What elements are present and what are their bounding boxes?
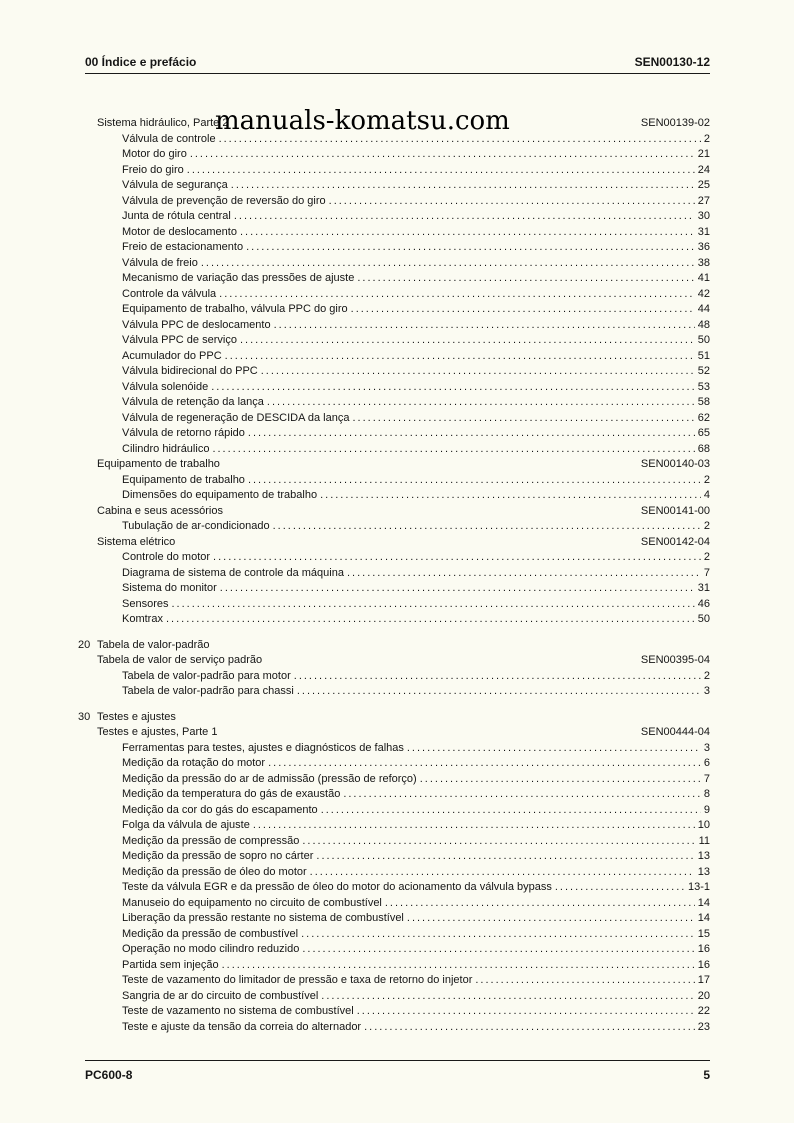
entry-label: Diagrama de sistema de controle da máquina [122, 566, 344, 579]
entry-label: Medição da cor do gás do escapamento [122, 803, 318, 816]
entry-page-number: 50 [697, 613, 710, 625]
chapter-number: 20 [78, 638, 91, 651]
entry-page-number: 65 [697, 427, 710, 439]
dot-leader [475, 973, 694, 989]
toc-entry [122, 225, 710, 241]
entry-label: Dimensões do equipamento de trabalho [122, 489, 318, 501]
dot-leader [187, 163, 695, 179]
toc-entry [122, 880, 710, 896]
entry-label: Controle do motor [122, 551, 211, 563]
toc-entry [122, 612, 710, 628]
entry-label: Válvula de segurança [122, 179, 228, 191]
toc-entry [122, 271, 710, 287]
entry-page-number: 17 [697, 974, 710, 986]
toc-chapter [78, 710, 710, 726]
toc-entry [122, 818, 710, 834]
entry-label: Folga da válvula de ajuste [122, 819, 250, 831]
entry-label: Junta de rótula central [122, 210, 231, 222]
toc-entry [122, 684, 710, 700]
section-code: SEN00444-04 [640, 726, 710, 738]
entry-page-number: 51 [697, 349, 710, 362]
entry-label: Medição da pressão de sopro no cárter [122, 850, 314, 862]
entry-label: Teste de vazamento do limitador de pressão e taxa de retorno do injetor [122, 974, 473, 986]
dot-leader [302, 834, 695, 850]
toc-entry [122, 741, 710, 757]
entry-page-number: 16 [697, 943, 710, 955]
entry-label: Teste de vazamento no sistema de combustível [122, 1005, 354, 1017]
entry-label: Motor de deslocamento [122, 225, 237, 238]
entry-page-number: 22 [697, 1005, 710, 1017]
entry-label: Liberação da pressão restante no sistema de combustível [122, 912, 404, 924]
entry-page-number: 21 [697, 148, 710, 160]
toc-entry [122, 411, 710, 427]
entry-label: Cilindro hidráulico [122, 442, 210, 455]
dot-leader [407, 911, 695, 927]
entry-label: Komtrax [122, 613, 163, 625]
entry-label: Tabela de valor-padrão para chassi [122, 685, 294, 697]
dot-leader [407, 741, 701, 757]
dot-leader [225, 349, 695, 365]
toc-entry [122, 1004, 710, 1020]
entry-page-number: 30 [697, 210, 710, 222]
entry-page-number: 2 [703, 669, 710, 682]
dot-leader [253, 818, 695, 834]
toc-entry [122, 911, 710, 927]
entry-page-number: 8 [703, 788, 710, 800]
section-code: SEN00142-04 [640, 535, 710, 548]
entry-page-number: 62 [697, 411, 710, 424]
toc-entry [122, 803, 710, 819]
toc-entry [122, 958, 710, 974]
toc-entry [122, 364, 710, 380]
section-code: SEN00139-02 [640, 117, 710, 129]
chapter-number: 30 [78, 710, 91, 723]
toc-entry [122, 989, 710, 1005]
section-code: SEN00140-03 [640, 458, 710, 470]
toc-section [97, 653, 710, 669]
entry-label: Válvula bidirecional do PPC [122, 365, 258, 377]
entry-page-number: 9 [703, 803, 710, 816]
entry-page-number: 68 [697, 442, 710, 455]
section-title: Sistema elétrico [97, 535, 176, 548]
entry-label: Medição da temperatura do gás de exaustão [122, 788, 341, 800]
toc-chapter [78, 638, 710, 654]
entry-label: Equipamento de trabalho, válvula PPC do giro [122, 303, 348, 315]
entry-label: Sistema do monitor [122, 582, 217, 594]
dot-leader [321, 989, 694, 1005]
entry-page-number: 2 [703, 520, 710, 532]
entry-page-number: 10 [697, 819, 710, 831]
toc-entry [122, 147, 710, 163]
dot-leader [268, 756, 701, 772]
entry-label: Ferramentas para testes, ajustes e diagnósticos de falhas [122, 741, 404, 754]
entry-label: Válvula de prevenção de reversão do giro [122, 194, 326, 207]
toc-entry [122, 581, 710, 597]
entry-page-number: 16 [697, 958, 710, 971]
toc-entry [122, 380, 710, 396]
dot-leader [321, 803, 701, 819]
entry-page-number: 13 [697, 865, 710, 878]
dot-leader [190, 147, 695, 163]
section-title: Equipamento de trabalho [97, 458, 220, 470]
section-title: Tabela de valor de serviço padrão [97, 654, 263, 666]
toc-entry [122, 163, 710, 179]
entry-label: Freio do giro [122, 163, 184, 176]
dot-leader [234, 209, 695, 225]
dot-leader [420, 772, 701, 788]
toc-entry [122, 849, 710, 865]
entry-label: Válvula de retorno rápido [122, 427, 245, 439]
dot-leader [347, 566, 701, 582]
toc-section [97, 725, 710, 741]
footer-page-number: 5 [703, 1068, 710, 1082]
entry-page-number: 24 [697, 163, 710, 176]
toc-entry [122, 333, 710, 349]
entry-label: Mecanismo de variação das pressões de ajuste [122, 272, 355, 284]
entry-page-number: 48 [697, 318, 710, 331]
dot-leader [301, 927, 695, 943]
section-title: Cabina e seus acessórios [97, 504, 223, 517]
entry-label: Acumulador do PPC [122, 349, 222, 362]
toc-entry [122, 597, 710, 613]
toc-entry [122, 787, 710, 803]
entry-page-number: 11 [698, 834, 710, 847]
entry-label: Válvula de regeneração de DESCIDA da lança [122, 411, 350, 424]
header-doc-code: SEN00130-12 [634, 55, 710, 69]
toc-entry [122, 318, 710, 334]
dot-leader [213, 550, 701, 566]
dot-leader [211, 380, 695, 396]
entry-page-number: 38 [697, 256, 710, 269]
toc-entry [122, 473, 710, 489]
entry-label: Medição da pressão de combustível [122, 927, 299, 940]
dot-leader [166, 612, 695, 628]
dot-leader [329, 194, 695, 210]
entry-page-number: 25 [697, 179, 710, 191]
toc-entry [122, 349, 710, 365]
toc-entry [122, 973, 710, 989]
entry-page-number: 4 [703, 489, 710, 501]
section-code: SEN00141-00 [640, 504, 710, 517]
entry-page-number: 50 [697, 334, 710, 346]
toc-entry [122, 865, 710, 881]
entry-label: Medição da pressão do ar de admissão (pressão de reforço) [122, 772, 417, 785]
toc-entry [122, 772, 710, 788]
dot-leader [248, 426, 695, 442]
page-header [85, 55, 710, 74]
entry-page-number: 14 [697, 896, 710, 909]
entry-label: Motor do giro [122, 148, 187, 160]
footer-model-label: PC600-8 [85, 1068, 133, 1082]
dot-leader [267, 395, 695, 411]
toc-entry [122, 395, 710, 411]
entry-label: Válvula de retenção da lança [122, 396, 264, 408]
chapter-title: Tabela de valor-padrão [97, 638, 210, 651]
toc-entry [122, 442, 710, 458]
entry-label: Válvula de freio [122, 256, 198, 269]
toc-entry [122, 942, 710, 958]
dot-leader [357, 271, 694, 287]
entry-page-number: 3 [703, 741, 710, 754]
section-title: Sistema hidráulico, Parte 2 [97, 117, 229, 129]
entry-page-number: 2 [703, 132, 710, 145]
entry-label: Teste e ajuste da tensão da correia do alternador [122, 1020, 362, 1033]
entry-page-number: 31 [697, 225, 710, 238]
toc-gap [78, 628, 710, 638]
toc-entry [122, 426, 710, 442]
dot-leader [364, 1020, 695, 1036]
dot-leader [219, 287, 695, 303]
entry-label: Manuseio do equipamento no circuito de combustível [122, 896, 382, 909]
entry-label: Equipamento de trabalho [122, 473, 245, 486]
toc-entry [122, 519, 710, 535]
entry-page-number: 44 [697, 303, 710, 315]
watermark-text: manuals-komatsu.com [215, 106, 510, 136]
dot-leader [201, 256, 695, 272]
entry-page-number: 46 [697, 597, 710, 610]
dot-leader [555, 880, 685, 896]
entry-page-number: 20 [697, 989, 710, 1002]
entry-page-number: 6 [703, 757, 710, 769]
entry-label: Freio de estacionamento [122, 241, 244, 253]
toc-entry [122, 566, 710, 582]
dot-leader [240, 225, 695, 241]
toc-entry [122, 550, 710, 566]
toc-entry [122, 488, 710, 504]
entry-label: Operação no modo cilindro reduzido [122, 943, 300, 955]
dot-leader [261, 364, 695, 380]
entry-label: Sensores [122, 597, 169, 610]
dot-leader [320, 488, 701, 504]
entry-label: Medição da pressão de óleo do motor [122, 865, 307, 878]
entry-page-number: 14 [697, 912, 710, 924]
section-title: Testes e ajustes, Parte 1 [97, 726, 218, 738]
dot-leader [297, 684, 701, 700]
entry-label: Tubulação de ar-condicionado [122, 520, 270, 532]
entry-page-number: 42 [697, 287, 710, 300]
entry-page-number: 58 [697, 396, 710, 408]
entry-page-number: 2 [703, 551, 710, 563]
dot-leader [240, 333, 695, 349]
dot-leader [294, 669, 701, 685]
dot-leader [231, 178, 695, 194]
dot-leader [248, 473, 701, 489]
toc-entry [122, 669, 710, 685]
entry-page-number: 41 [697, 272, 710, 284]
toc-entry [122, 927, 710, 943]
entry-page-number: 13 [697, 850, 710, 862]
toc-entry [122, 756, 710, 772]
entry-page-number: 31 [697, 582, 710, 594]
dot-leader [357, 1004, 695, 1020]
toc [78, 116, 710, 1035]
dot-leader [212, 442, 694, 458]
toc-entry [122, 194, 710, 210]
page-footer [85, 1060, 710, 1082]
dot-leader [351, 302, 695, 318]
entry-label: Válvula de controle [122, 132, 216, 145]
entry-label: Partida sem injeção [122, 958, 219, 971]
dot-leader [246, 240, 695, 256]
dot-leader [274, 318, 695, 334]
toc-entry [122, 834, 710, 850]
toc-entry [122, 256, 710, 272]
toc-entry [122, 240, 710, 256]
dot-leader [316, 849, 694, 865]
entry-label: Válvula PPC de deslocamento [122, 318, 271, 331]
dot-leader [222, 958, 695, 974]
entry-page-number: 53 [697, 380, 710, 393]
dot-leader [310, 865, 695, 881]
entry-page-number: 15 [697, 927, 710, 940]
dot-leader [302, 942, 694, 958]
entry-page-number: 13-1 [687, 881, 710, 893]
toc-entry [122, 1020, 710, 1036]
entry-label: Medição da rotação do motor [122, 757, 266, 769]
dot-leader [273, 519, 701, 535]
entry-label: Válvula PPC de serviço [122, 334, 237, 346]
entry-page-number: 7 [703, 772, 710, 785]
entry-page-number: 23 [697, 1020, 710, 1033]
entry-page-number: 2 [703, 473, 710, 486]
entry-page-number: 7 [703, 566, 710, 579]
toc-gap [78, 700, 710, 710]
dot-leader [352, 411, 694, 427]
toc-entry [122, 178, 710, 194]
toc-entry [122, 209, 710, 225]
toc-section [97, 457, 710, 473]
entry-label: Válvula solenóide [122, 380, 209, 393]
entry-label: Controle da válvula [122, 287, 217, 300]
dot-leader [171, 597, 694, 613]
chapter-title: Testes e ajustes [97, 710, 176, 723]
toc-section [97, 535, 710, 551]
dot-leader [343, 787, 701, 803]
entry-label: Tabela de valor-padrão para motor [122, 669, 291, 682]
entry-page-number: 3 [703, 685, 710, 697]
toc-entry [122, 896, 710, 912]
section-code: SEN00395-04 [640, 654, 710, 666]
entry-page-number: 36 [697, 241, 710, 253]
toc-entry [122, 302, 710, 318]
toc-entry [122, 287, 710, 303]
dot-leader [220, 581, 695, 597]
entry-page-number: 52 [697, 365, 710, 377]
entry-label: Sangria de ar do circuito de combustível [122, 989, 319, 1002]
entry-label: Teste da válvula EGR e da pressão de óleo do motor do acionamento da válvula bypass [122, 881, 552, 893]
dot-leader [385, 896, 695, 912]
entry-label: Medição da pressão de compressão [122, 834, 300, 847]
toc-section [97, 504, 710, 520]
header-chapter-title: 00 Índice e prefácio [85, 55, 197, 69]
entry-page-number: 27 [697, 194, 710, 207]
